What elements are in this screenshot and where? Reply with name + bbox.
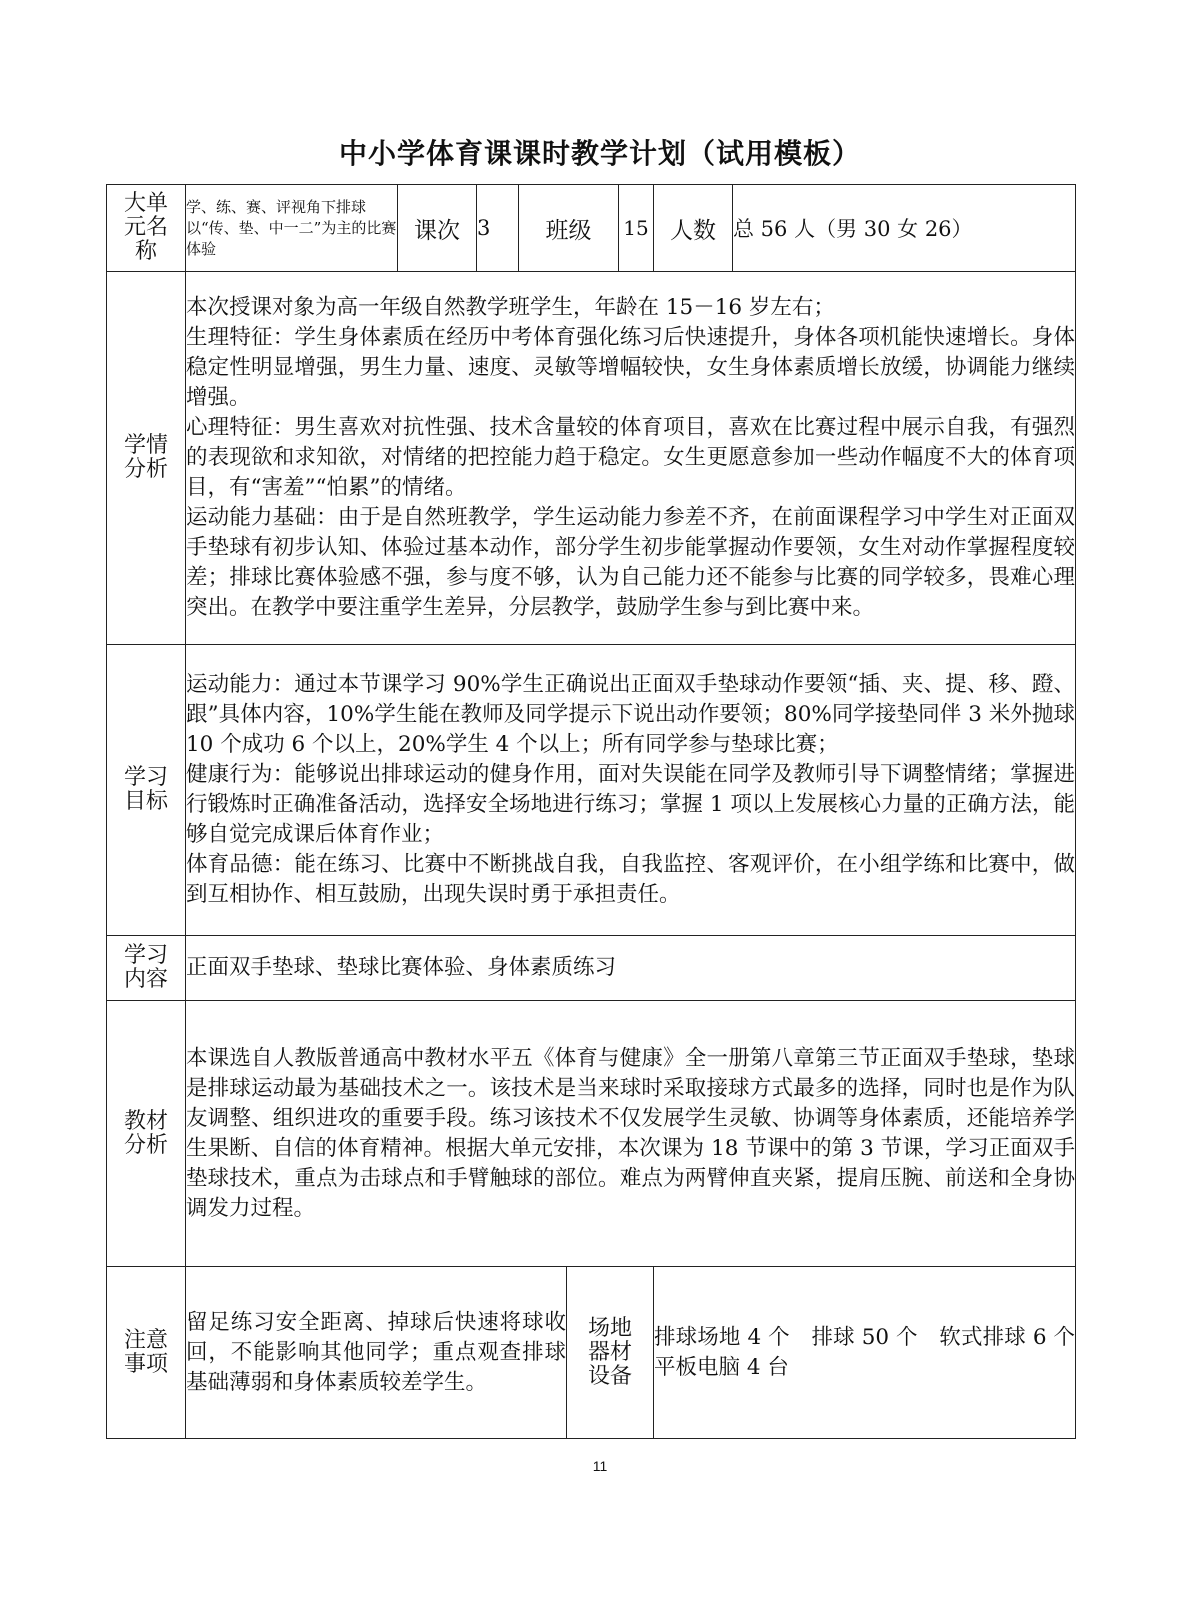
page-number: 11 (592, 1458, 608, 1474)
learning-goals-row (107, 645, 1076, 936)
material-analysis-row (107, 1001, 1076, 1267)
learning-goals-label: 学习 目标 (107, 645, 186, 936)
unit-name-value: 学、练、赛、评视角下排球以“传、垫、中一二”为主的比赛体验 (186, 185, 398, 272)
paragraph: 运动能力：通过本节课学习 90%学生正确说出正面双手垫球动作要领“插、夹、提、移、蹬、跟”具体内容，10%学生能在教师及同学提示下说出动作要领；80%同学接垫同伴 3 米外抛球 10 个成功 6 个以上，20%学生 4 个以上；所有同学参与垫球比赛； (186, 672, 1075, 757)
page-title: 中小学体育课课时教学计划（试用模板） (338, 137, 861, 170)
paragraph: 健康行为：能够说出排球运动的健身作用，面对失误能在同学及教师引导下调整情绪；掌握进行锻炼时正确准备活动，选择安全场地进行练习；掌握 1 项以上发展核心力量的正确方法，能够自觉完成课后体育作业； (186, 762, 1075, 847)
learning-content-label: 学习 内容 (107, 936, 186, 1001)
paragraph: 心理特征：男生喜欢对抗性强、技术含量较的体育项目，喜欢在比赛过程中展示自我，有强烈的表现欲和求知欲，对情绪的把控能力趋于稳定。女生更愿意参加一些动作幅度不大的体育项目，有“害羞”“怕累”的情绪。 (186, 415, 1075, 500)
material-analysis-label: 教材 分析 (107, 1001, 186, 1267)
lesson-value: 3 (477, 185, 519, 272)
equipment-content: 排球场地 4 个 排球 50 个 软式排球 6 个 平板电脑 4 台 (654, 1267, 1076, 1439)
count-value: 总 56 人（男 30 女 26） (733, 185, 1076, 272)
learning-content-value: 正面双手垫球、垫球比赛体验、身体素质练习 (186, 936, 1076, 1001)
learning-goals-content (186, 645, 1076, 936)
paragraph: 运动能力基础：由于是自然班教学，学生运动能力参差不齐，在前面课程学习中学生对正面双手垫球有初步认知、体验过基本动作，部分学生初步能掌握动作要领，女生对动作掌握程度较差；排球比赛体验感不强，参与度不够，认为自己能力还不能参与比赛的同学较多，畏难心理突出。在教学中要注重学生差异，分层教学，鼓励学生参与到比赛中来。 (186, 505, 1075, 620)
class-value: 15 (619, 185, 654, 272)
count-label: 人数 (654, 185, 733, 272)
lesson-label: 课次 (398, 185, 477, 272)
lesson-plan-table (106, 184, 1097, 1439)
learning-content-row (107, 936, 1076, 1001)
paragraph: 本次授课对象为高一年级自然教学班学生，年龄在 15－16 岁左右； (186, 295, 835, 320)
student-analysis-label: 学情 分析 (107, 272, 186, 645)
student-analysis-row (107, 272, 1076, 645)
notes-label: 注意 事项 (107, 1267, 186, 1439)
header-row (107, 185, 1076, 272)
material-analysis-content: 本课选自人教版普通高中教材水平五《体育与健康》全一册第八章第三节正面双手垫球，垫球是排球运动最为基础技术之一。该技术是当来球时采取接球方式最多的选择，同时也是作为队友调整、组织进攻的重要手段。练习该技术不仅发展学生灵敏、协调等身体素质，还能培养学生果断、自信的体育精神。根据大单元安排，本次课为 18 节课中的第 3 节课，学习正面双手垫球技术，重点为击球点和手臂触球的部位。难点为两臂伸直夹紧，提肩压腕、前送和全身协调发力过程。 (186, 1001, 1076, 1267)
notes-content: 留足练习安全距离、掉球后快速将球收回，不能影响其他同学；重点观查排球基础薄弱和身体素质较差学生。 (186, 1267, 567, 1439)
student-analysis-content (186, 272, 1076, 645)
unit-name-label: 大单 元名 称 (107, 185, 186, 272)
paragraph: 生理特征：学生身体素质在经历中考体育强化练习后快速提升，身体各项机能快速增长。身体稳定性明显增强，男生力量、速度、灵敏等增幅较快，女生身体素质增长放缓，协调能力继续增强。 (186, 325, 1075, 410)
notes-row (107, 1267, 1076, 1439)
paragraph: 体育品德：能在练习、比赛中不断挑战自我，自我监控、客观评价，在小组学练和比赛中，做到互相协作、相互鼓励，出现失误时勇于承担责任。 (186, 852, 1075, 907)
equipment-label: 场地 器材 设备 (567, 1267, 654, 1439)
class-label: 班级 (519, 185, 619, 272)
